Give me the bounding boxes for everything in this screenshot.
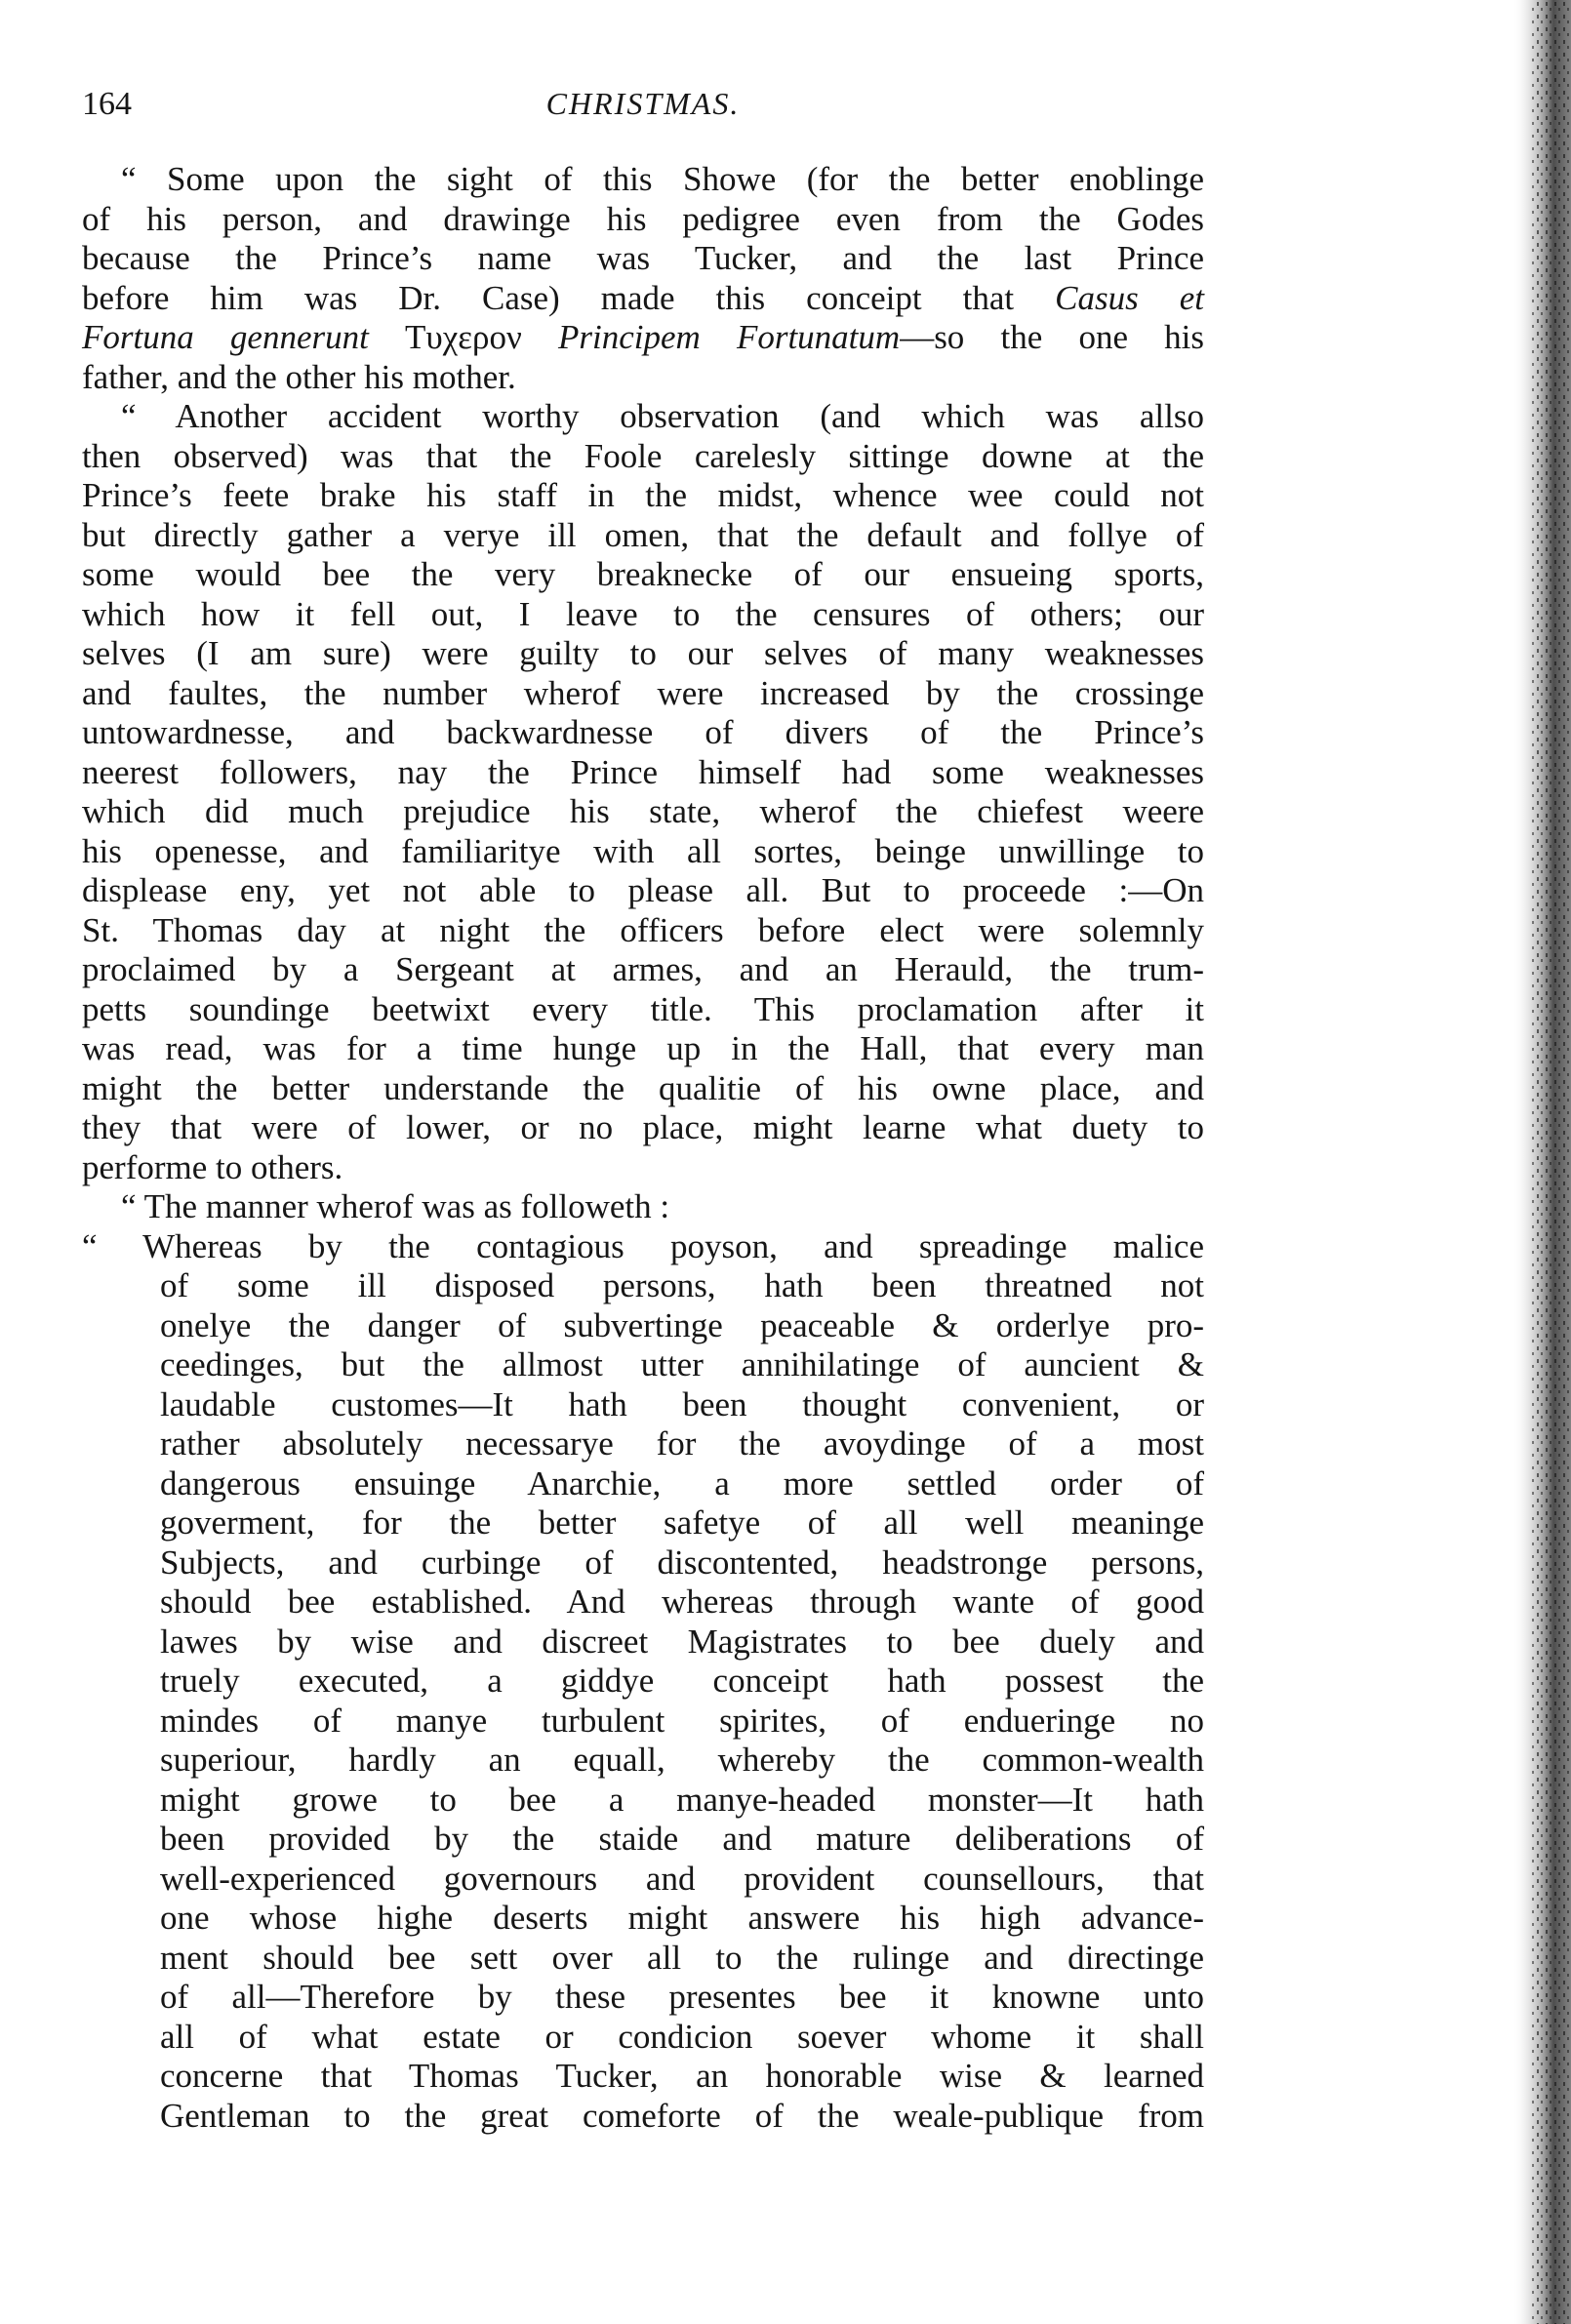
text-line: selves (I am sure) were guilty to our selves of many weaknesses [82, 634, 1204, 672]
text-line: his openesse, and familiaritye with all sortes, beinge unwillinge to [82, 831, 1204, 870]
text-line: well-experienced governours and provident counsellours, that [160, 1859, 1204, 1898]
text-line: of some ill disposed persons, hath been threatned not [160, 1266, 1204, 1304]
text-line: of all—Therefore by these presentes bee it knowne unto [160, 1978, 1204, 2016]
text-line: “ Some upon the sight of this Showe (for the better enoblinge [121, 160, 1204, 198]
text-line: proclaimed by a Sergeant at armes, and an Herauld, the trum- [82, 950, 1204, 988]
text-line: Prince’s feete brake his staff in the midst, whence wee could not [82, 476, 1204, 514]
text-line: Gentleman to the great comeforte of the weale-publique from [160, 2096, 1204, 2135]
text-line: dangerous ensuinge Anarchie, a more settled order of [160, 1463, 1204, 1503]
text-line: ceedinges, but the allmost utter annihilatinge of auncient & [160, 1345, 1204, 1383]
text-line: and faultes, the number wherof were increased by the crossinge [82, 673, 1204, 712]
text-line: might the better understande the qualitie of his owne place, and [82, 1068, 1204, 1107]
text-line: neerest followers, nay the Prince himself had some weaknesses [82, 752, 1204, 791]
text-line: superiour, hardly an equall, whereby the common-wealth [160, 1741, 1204, 1779]
text-line: truely executed, a giddye conceipt hath possest the [160, 1662, 1204, 1700]
text-line: untowardnesse, and backwardnesse of divers of the Prince’s [82, 713, 1204, 751]
latin-phrase: Fortuna gennerunt [82, 318, 369, 356]
text-run: —so the one his [900, 318, 1205, 356]
text-line: which how it fell out, I leave to the censures of others; our [82, 594, 1204, 633]
latin-phrase: Principem Fortunatum [557, 318, 901, 356]
text-line: been provided by the staide and mature deliberations of [160, 1820, 1204, 1858]
text-line: petts soundinge beetwixt every title. This proclamation after it [82, 989, 1204, 1028]
edge-speckle [1530, 0, 1571, 2324]
text-line: then observed) was that the Foole carelesly sittinge downe at the [82, 436, 1204, 475]
text-line: Subjects, and curbinge of discontented, headstronge persons, [160, 1543, 1204, 1582]
running-title: CHRISTMAS. [545, 86, 741, 121]
text-line: of his person, and drawinge his pedigree even from the Godes [82, 199, 1204, 238]
text-line [82, 318, 1204, 358]
text-line: some would bee the very breaknecke of our ensueing sports, [82, 555, 1204, 593]
text-run: before him was Dr. Case) made this conceipt that [82, 278, 1015, 317]
text-line: lawes by wise and discreet Magistrates to bee duely and [160, 1622, 1204, 1661]
text-line: all of what estate or condicion soever whome it shall [160, 2017, 1204, 2056]
text-line: onelye the danger of subvertinge peaceable & orderlye pro- [160, 1305, 1204, 1344]
greek-word: Τυχερον [405, 318, 522, 356]
text-line: goverment, for the better safetye of all well meaninge [160, 1503, 1204, 1542]
body-text [82, 160, 1204, 2136]
text-line: was read, was for a time hunge up in the Hall, that every man [82, 1029, 1204, 1067]
text-line: performe to others. [82, 1147, 343, 1186]
page-edge-shadow [1483, 0, 1571, 2324]
text-line: “ The manner wherof was as followeth : [121, 1187, 670, 1225]
text-line: “ Whereas by the contagious poyson, and spreadinge malice [82, 1226, 1204, 1265]
text-line [82, 279, 1204, 319]
text-line: they that were of lower, or no place, might learne what duety to [82, 1108, 1204, 1146]
text-line: might growe to bee a manye-headed monster—It hath [160, 1780, 1204, 1819]
text-line: because the Prince’s name was Tucker, and the last Prince [82, 239, 1204, 277]
page-header [82, 86, 1204, 135]
text-line: ment should bee sett over all to the rulinge and directinge [160, 1938, 1204, 1977]
latin-phrase: Casus et [1055, 278, 1204, 317]
text-line: one whose highe deserts might answere his high advance- [160, 1899, 1204, 1937]
text-line: St. Thomas day at night the officers before elect were solemnly [82, 910, 1204, 949]
text-line: father, and the other his mother. [82, 357, 516, 396]
text-line: should bee established. And whereas through wante of good [160, 1583, 1204, 1621]
text-line: mindes of manye turbulent spirites, of endueringe no [160, 1701, 1204, 1740]
text-line: which did much prejudice his state, wherof the chiefest weere [82, 792, 1204, 830]
text-line: displease eny, yet not able to please all. But to proceede :—On [82, 871, 1204, 909]
text-line: concerne that Thomas Tucker, an honorable wise & learned [160, 2057, 1204, 2095]
text-line: rather absolutely necessarye for the avoydinge of a most [160, 1424, 1204, 1463]
text-line: “ Another accident worthy observation (and which was allso [121, 397, 1204, 435]
page-number: 164 [82, 86, 132, 122]
text-line: laudable customes—It hath been thought convenient, or [160, 1384, 1204, 1423]
text-line: but directly gather a verye ill omen, that the default and follye of [82, 515, 1204, 554]
